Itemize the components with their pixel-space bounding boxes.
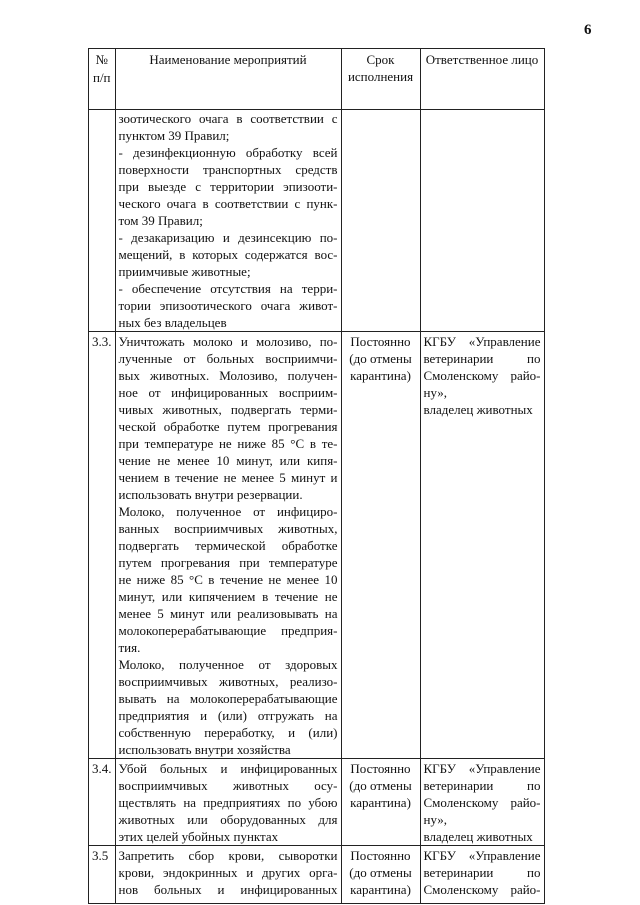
- row-number: 3.3.: [89, 332, 116, 759]
- row-responsible: КГБУ «Управление ветеринарии по Смоленскому райо-: [420, 846, 544, 904]
- row-name: Уничтожать молоко и молозиво, по- лученные от больных восприимчи- вых животных. Молозиво, получен- ное от инфицированных восприим- чивых животных, подвергать терми- ческой обработке путем прогревания при температуре не ниже 85 °С в те- чение не менее 10 минут, или кипя- чением в течение не менее 5 минут и использовать внутри резервации. Молоко, полученное от инфициро- ванных восприимчивых животных, подвергать термической обработке путем прогревания при температуре не ниже 85 °С в течение не менее 10 минут, или кипячением в течение не менее 5 минут или реализовывать на молокоперерабатывающие предприя- тия. Молоко, полученное от здоровых восприимчивых животных, реализо- вывать на молокоперерабатывающие предприятия и (или) отгружать на собственную переработку, и (или) использовать внутри хозяйства: [115, 332, 341, 759]
- row-term: Постоянно (до отмены карантина): [341, 332, 420, 759]
- row-term: [341, 110, 420, 332]
- row-term: Постоянно (до отмены карантина): [341, 846, 420, 904]
- table-header-row: [89, 49, 545, 110]
- row-name: Убой больных и инфицированных восприимчивых животных осу- ществлять на предприятиях по убою животных или оборудованных для этих целей убойных пунктах: [115, 759, 341, 846]
- page-number: 6: [584, 22, 592, 38]
- row-number: [89, 110, 116, 332]
- row-responsible: КГБУ «Управление ветеринарии по Смоленскому райо- ну», владелец животных: [420, 332, 544, 759]
- row-term: Постоянно (до отмены карантина): [341, 759, 420, 846]
- header-term: Срок исполнения: [341, 49, 420, 110]
- header-number: № п/п: [89, 49, 116, 110]
- row-number: 3.5: [89, 846, 116, 904]
- row-number: 3.4.: [89, 759, 116, 846]
- table-row: [89, 759, 545, 846]
- row-responsible: [420, 110, 544, 332]
- header-name: Наименование мероприятий: [115, 49, 341, 110]
- row-name: Запретить сбор крови, сыворотки крови, эндокринных и других орга- нов больных и инфицированных: [115, 846, 341, 904]
- header-responsible: Ответственное лицо: [420, 49, 544, 110]
- row-name: зоотического очага в соответствии с пунктом 39 Правил; - дезинфекционную обработку всей поверхности транспортных средств при выезде с территории эпизооти- ческого очага в соответствии с пунк- том 39 Правил; - дезакаризацию и дезинсекцию по- мещений, в которых содержатся вос- приимчивые животные; - обеспечение отсутствия на терри- тории эпизоотического очага живот- ных без владельцев: [115, 110, 341, 332]
- measures-table: [88, 48, 545, 904]
- table-row: [89, 110, 545, 332]
- table-row: [89, 846, 545, 904]
- row-responsible: КГБУ «Управление ветеринарии по Смоленскому райо- ну», владелец животных: [420, 759, 544, 846]
- table-row: [89, 332, 545, 759]
